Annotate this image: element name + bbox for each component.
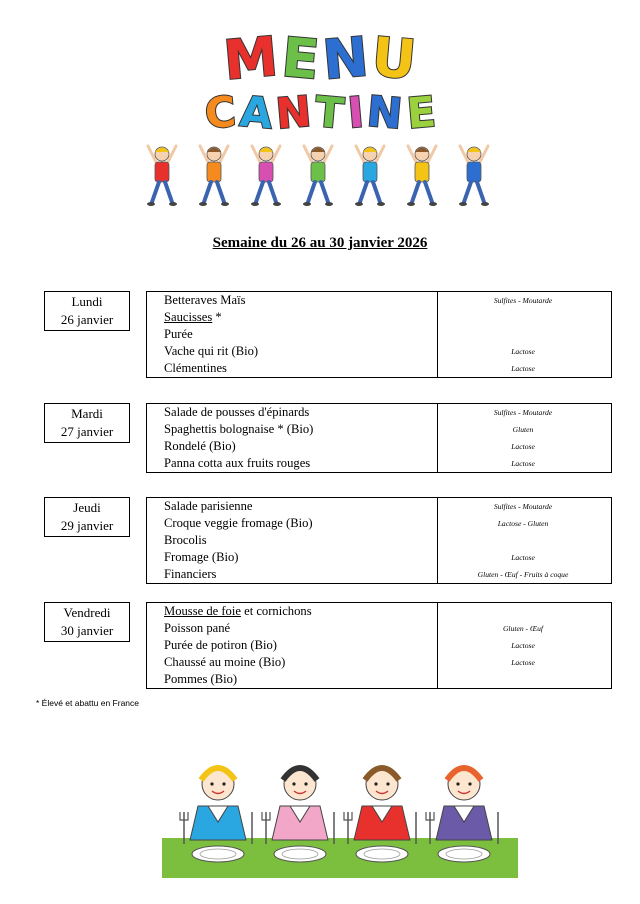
allergen-info [436,532,610,549]
dish-text: Rondelé (Bio) [164,439,236,453]
banner-letter: N [365,86,405,139]
allergen-info: Lactose [511,459,535,468]
allergen-info: Sulfites - Moutarde [493,296,553,305]
allergen-info: Lactose [511,347,535,356]
cheering-kid [459,146,489,206]
menu-row [147,343,611,360]
allergen-info: Lactose [511,364,535,373]
allergen-info: Sulfites - Moutarde [493,408,553,417]
dish-text: Croque veggie fromage (Bio) [164,516,313,530]
dish-text: Purée de potiron (Bio) [164,638,277,652]
day-label-box [44,291,130,331]
banner-letter: C [202,86,238,139]
dish-name [147,455,436,472]
banner-cantine-word [140,86,500,139]
allergen-info: Gluten - Œuf - Fruits à coque [477,570,569,579]
allergen-info: Sulfites - Moutarde [493,502,553,511]
allergen-info [436,603,610,620]
menu-items-table [146,602,612,689]
day-name: Jeudi [73,500,101,515]
dish-text: Chaussé au moine (Bio) [164,655,286,669]
week-title: Semaine du 26 au 30 janvier 2026 [212,235,428,251]
menu-row [147,421,611,438]
banner-letter: I [345,87,366,138]
dish-underlined-part: Saucisses [164,310,213,324]
dish-name [147,637,436,654]
menu-items-table [146,403,612,473]
menu-items-table [146,497,612,584]
menu-row [147,455,611,472]
allergen-info: Lactose [511,553,535,562]
menu-cantine-banner [140,24,500,212]
column-divider [437,292,438,377]
dish-text: Pommes (Bio) [164,672,238,686]
allergen-info: Lactose - Gluten [497,519,549,528]
dish-name [147,515,436,532]
menu-row [147,438,611,455]
dish-name [147,603,436,620]
dish-text: Clémentines [164,361,227,375]
day-date: 26 janvier [60,312,114,327]
cheering-kid [303,146,333,206]
dish-name [147,326,436,343]
dish-name [147,438,436,455]
menu-row [147,360,611,377]
menu-row [147,637,611,654]
banner-letter: E [279,25,322,92]
cheering-kids-illustration [140,140,500,212]
dish-underlined-part: Mousse de foie [164,604,241,618]
day-date: 27 janvier [60,424,114,439]
cheering-kid [355,146,385,206]
dish-text: Vache qui rit (Bio) [164,344,259,358]
allergen-info: Lactose [511,641,535,650]
dish-name [147,498,436,515]
dish-name [147,671,436,688]
day-name: Lundi [71,294,103,309]
menu-row [147,515,611,532]
dish-name [147,309,436,326]
dish-name [147,532,436,549]
menu-row [147,292,611,309]
allergen-info: Lactose [511,442,535,451]
column-divider [437,404,438,472]
menu-row [147,309,611,326]
dish-text: Spaghettis bolognaise * (Bio) [164,422,314,436]
allergen-info: Gluten - Œuf [502,624,544,633]
dish-text: Salade parisienne [164,499,253,513]
kids-at-table-illustration [160,748,520,880]
cheering-kid [199,146,229,206]
dish-name [147,549,436,566]
allergen-info: Gluten [512,425,534,434]
allergen-info [436,326,610,343]
menu-row [147,654,611,671]
banner-letter: N [273,86,314,139]
dish-text: Fromage (Bio) [164,550,239,564]
menu-row [147,603,611,620]
dish-text: Panna cotta aux fruits rouges [164,456,311,470]
allergen-info [436,309,610,326]
cheering-kid [251,146,281,206]
menu-row [147,498,611,515]
dish-text: Purée [164,327,193,341]
cheering-kid [147,146,177,206]
day-label-box [44,403,130,443]
banner-menu-word [140,24,500,93]
dish-name [147,343,436,360]
menu-row [147,549,611,566]
dish-name [147,421,436,438]
menu-row [147,566,611,583]
cheering-kid [407,146,437,206]
footnote: * Élevé et abattu en France [36,698,140,708]
menu-items-table [146,291,612,378]
menu-row [147,620,611,637]
day-date: 29 janvier [60,518,114,533]
allergen-info [436,671,610,688]
day-date: 30 janvier [60,623,114,638]
day-name: Vendredi [63,605,111,620]
banner-letter: U [369,25,419,92]
dish-text: Betteraves Maïs [164,293,246,307]
banner-letter: M [221,24,281,93]
menu-row [147,404,611,421]
dish-name [147,404,436,421]
dish-name [147,360,436,377]
dish-name [147,620,436,637]
menu-row [147,532,611,549]
banner-letter: T [313,86,346,139]
column-divider [437,498,438,583]
banner-letter: N [320,25,371,92]
banner-letter: A [237,86,275,139]
menu-row [147,326,611,343]
dish-name [147,654,436,671]
dish-name [147,292,436,309]
dish-text: * [212,310,222,324]
day-label-box [44,602,130,642]
menu-row [147,671,611,688]
dish-text: Financiers [164,567,217,581]
dish-name [147,566,436,583]
dish-text: Salade de pousses d'épinards [164,405,310,419]
day-name: Mardi [71,406,103,421]
dish-text: Poisson pané [164,621,231,635]
dish-text: Brocolis [164,533,207,547]
column-divider [437,603,438,688]
allergen-info: Lactose [511,658,535,667]
banner-letter: E [404,86,438,139]
day-label-box [44,497,130,537]
dish-text: et cornichons [240,604,312,618]
